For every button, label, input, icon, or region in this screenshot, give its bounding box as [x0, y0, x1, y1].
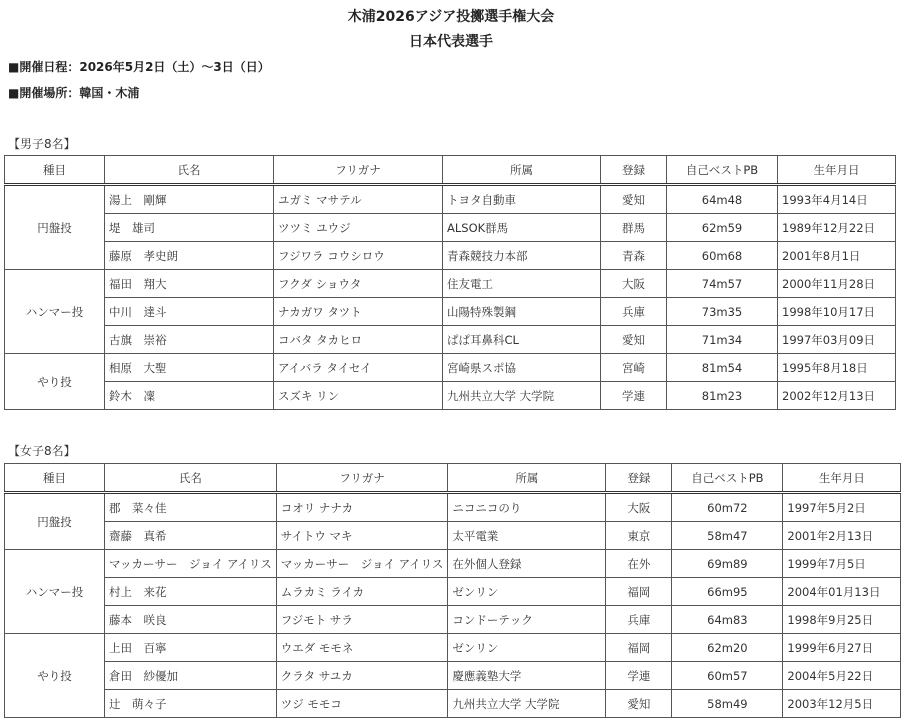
- athlete-registration: 兵庫: [601, 298, 667, 326]
- athlete-affiliation: ゼンリン: [448, 578, 606, 606]
- table-row: [5, 634, 901, 662]
- column-header: 自己ベストPB: [667, 156, 778, 185]
- table-row: [5, 662, 901, 690]
- schedule-text: ■開催日程：2026年5月2日（土）～3日（日）: [8, 60, 270, 74]
- athlete-registration: 福岡: [606, 634, 672, 662]
- athlete-affiliation: 在外個人登録: [448, 550, 606, 578]
- athlete-personal-best: 58m49: [672, 690, 783, 718]
- table-row: [5, 578, 901, 606]
- men-roster-table: [4, 155, 896, 410]
- athlete-kana: ムラカミ ライカ: [276, 578, 448, 606]
- column-header: 種目: [5, 156, 105, 185]
- athlete-affiliation: 青森競技力本部: [443, 242, 601, 270]
- column-header: 自己ベストPB: [672, 464, 783, 493]
- athlete-birthdate: 2002年12月13日: [778, 382, 896, 410]
- table-row: [5, 298, 896, 326]
- athlete-birthdate: 1995年8月18日: [778, 354, 896, 382]
- athlete-name: 中川 達斗: [105, 298, 274, 326]
- athlete-kana: フクダ ショウタ: [274, 270, 443, 298]
- women-roster-table: [4, 463, 901, 718]
- table-row: [5, 214, 896, 242]
- athlete-affiliation: 九州共立大学 大学院: [443, 382, 601, 410]
- column-header: 氏名: [105, 156, 274, 185]
- athlete-kana: クラタ サユカ: [276, 662, 448, 690]
- event-cell: ハンマー投: [5, 550, 105, 634]
- athlete-affiliation: 山陽特殊製鋼: [443, 298, 601, 326]
- men-section-label: 【男子8名】: [8, 137, 76, 151]
- athlete-affiliation: ALSOK群馬: [443, 214, 601, 242]
- athlete-name: 福田 翔大: [105, 270, 274, 298]
- athlete-registration: 学連: [606, 662, 672, 690]
- athlete-kana: ナカガワ タツト: [274, 298, 443, 326]
- athlete-name: 相原 大聖: [105, 354, 274, 382]
- table-row: [5, 493, 901, 522]
- athlete-kana: フジモト サラ: [276, 606, 448, 634]
- page-subtitle: 日本代表選手: [409, 34, 493, 50]
- table-row: [5, 242, 896, 270]
- event-cell: やり投: [5, 634, 105, 718]
- venue-text: ■開催場所：韓国・木浦: [8, 86, 140, 100]
- athlete-personal-best: 60m57: [672, 662, 783, 690]
- athlete-name: 倉田 紗優加: [105, 662, 277, 690]
- athlete-birthdate: 1997年03月09日: [778, 326, 896, 354]
- women-section-label: 【女子8名】: [8, 444, 76, 458]
- athlete-name: 村上 来花: [105, 578, 277, 606]
- athlete-kana: コバタ タカヒロ: [274, 326, 443, 354]
- table-row: [5, 382, 896, 410]
- table-row: [5, 354, 896, 382]
- column-header: 氏名: [105, 464, 277, 493]
- column-header: 登録: [601, 156, 667, 185]
- column-header: 登録: [606, 464, 672, 493]
- column-header: 種目: [5, 464, 105, 493]
- athlete-personal-best: 60m72: [672, 493, 783, 522]
- event-cell: ハンマー投: [5, 270, 105, 354]
- athlete-registration: 愛知: [601, 185, 667, 214]
- athlete-kana: ツツミ ユウジ: [274, 214, 443, 242]
- athlete-affiliation: 宮崎県スポ協: [443, 354, 601, 382]
- table-row: [5, 522, 901, 550]
- athlete-registration: 青森: [601, 242, 667, 270]
- table-row: [5, 606, 901, 634]
- athlete-personal-best: 60m68: [667, 242, 778, 270]
- athlete-kana: ツジ モモコ: [276, 690, 448, 718]
- event-cell: 円盤投: [5, 493, 105, 550]
- athlete-kana: フジワラ コウシロウ: [274, 242, 443, 270]
- athlete-registration: 宮崎: [601, 354, 667, 382]
- athlete-registration: 大阪: [601, 270, 667, 298]
- athlete-registration: 学連: [601, 382, 667, 410]
- athlete-birthdate: 1997年5月2日: [783, 493, 901, 522]
- athlete-affiliation: トヨタ自動車: [443, 185, 601, 214]
- athlete-personal-best: 64m83: [672, 606, 783, 634]
- athlete-kana: スズキ リン: [274, 382, 443, 410]
- athlete-registration: 東京: [606, 522, 672, 550]
- athlete-birthdate: 1998年10月17日: [778, 298, 896, 326]
- column-header: 所属: [443, 156, 601, 185]
- athlete-birthdate: 2004年01月13日: [783, 578, 901, 606]
- athlete-affiliation: コンドーテック: [448, 606, 606, 634]
- athlete-kana: アイバラ タイセイ: [274, 354, 443, 382]
- athlete-affiliation: ゼンリン: [448, 634, 606, 662]
- athlete-kana: コオリ ナナカ: [276, 493, 448, 522]
- column-header: フリガナ: [276, 464, 448, 493]
- athlete-birthdate: 2004年5月22日: [783, 662, 901, 690]
- table-row: [5, 270, 896, 298]
- athlete-name: 藤原 孝史朗: [105, 242, 274, 270]
- athlete-affiliation: 太平電業: [448, 522, 606, 550]
- column-header: 生年月日: [778, 156, 896, 185]
- athlete-kana: マッカーサー ジョイ アイリス: [276, 550, 448, 578]
- event-cell: 円盤投: [5, 185, 105, 270]
- athlete-personal-best: 66m95: [672, 578, 783, 606]
- table-row: [5, 326, 896, 354]
- athlete-personal-best: 64m48: [667, 185, 778, 214]
- athlete-birthdate: 2001年8月1日: [778, 242, 896, 270]
- athlete-personal-best: 62m59: [667, 214, 778, 242]
- athlete-registration: 兵庫: [606, 606, 672, 634]
- athlete-name: 藤本 咲良: [105, 606, 277, 634]
- header-row: [5, 464, 901, 493]
- athlete-affiliation: 九州共立大学 大学院: [448, 690, 606, 718]
- athlete-personal-best: 81m54: [667, 354, 778, 382]
- athlete-personal-best: 69m89: [672, 550, 783, 578]
- athlete-personal-best: 74m57: [667, 270, 778, 298]
- athlete-kana: ユガミ マサテル: [274, 185, 443, 214]
- athlete-affiliation: ぱぱ耳鼻科CL: [443, 326, 601, 354]
- table-row: [5, 185, 896, 214]
- athlete-birthdate: 2000年11月28日: [778, 270, 896, 298]
- athlete-registration: 大阪: [606, 493, 672, 522]
- athlete-name: 上田 百寧: [105, 634, 277, 662]
- header-row: [5, 156, 896, 185]
- athlete-birthdate: 2001年2月13日: [783, 522, 901, 550]
- athlete-birthdate: 1999年6月27日: [783, 634, 901, 662]
- athlete-affiliation: 慶應義塾大学: [448, 662, 606, 690]
- athlete-registration: 愛知: [606, 690, 672, 718]
- athlete-name: 齋藤 真希: [105, 522, 277, 550]
- athlete-kana: サイトウ マキ: [276, 522, 448, 550]
- athlete-name: 堤 雄司: [105, 214, 274, 242]
- athlete-name: 古旗 崇裕: [105, 326, 274, 354]
- table-row: [5, 550, 901, 578]
- athlete-birthdate: 1989年12月22日: [778, 214, 896, 242]
- athlete-birthdate: 1998年9月25日: [783, 606, 901, 634]
- column-header: フリガナ: [274, 156, 443, 185]
- athlete-personal-best: 71m34: [667, 326, 778, 354]
- table-row: [5, 690, 901, 718]
- athlete-name: 郡 菜々佳: [105, 493, 277, 522]
- athlete-name: マッカーサー ジョイ アイリス: [105, 550, 277, 578]
- athlete-registration: 群馬: [601, 214, 667, 242]
- column-header: 所属: [448, 464, 606, 493]
- athlete-personal-best: 62m20: [672, 634, 783, 662]
- athlete-personal-best: 81m23: [667, 382, 778, 410]
- athlete-name: 湯上 剛輝: [105, 185, 274, 214]
- athlete-birthdate: 1993年4月14日: [778, 185, 896, 214]
- athlete-personal-best: 73m35: [667, 298, 778, 326]
- event-cell: やり投: [5, 354, 105, 410]
- column-header: 生年月日: [783, 464, 901, 493]
- athlete-kana: ウエダ モモネ: [276, 634, 448, 662]
- page-title: 木浦2026アジア投擲選手権大会: [347, 9, 555, 25]
- athlete-birthdate: 2003年12月5日: [783, 690, 901, 718]
- athlete-affiliation: ニコニコのり: [448, 493, 606, 522]
- athlete-birthdate: 1999年7月5日: [783, 550, 901, 578]
- athlete-registration: 愛知: [601, 326, 667, 354]
- athlete-registration: 在外: [606, 550, 672, 578]
- athlete-name: 辻 萌々子: [105, 690, 277, 718]
- athlete-registration: 福岡: [606, 578, 672, 606]
- athlete-personal-best: 58m47: [672, 522, 783, 550]
- athlete-name: 鈴木 凜: [105, 382, 274, 410]
- athlete-affiliation: 住友電工: [443, 270, 601, 298]
